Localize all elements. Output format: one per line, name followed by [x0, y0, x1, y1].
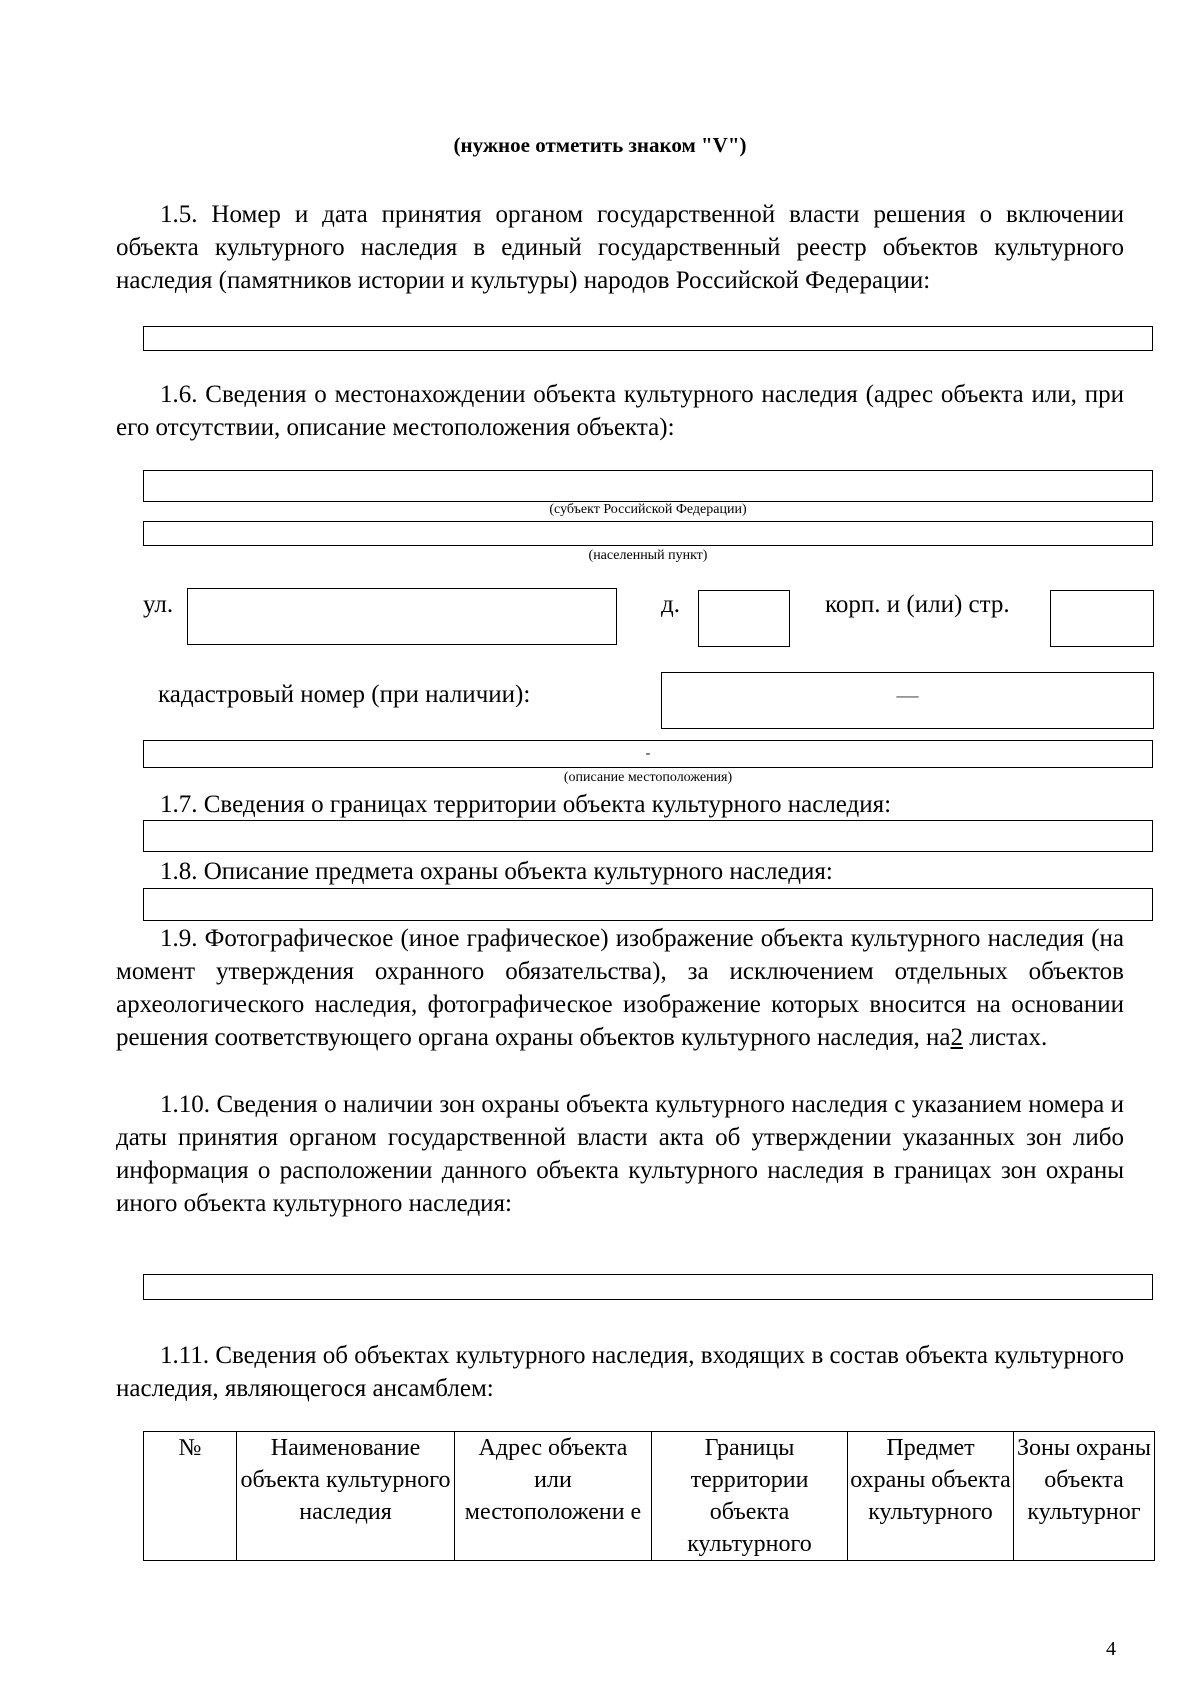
section-1-7-text: 1.7. Сведения о границах территории объекта культурного наследия: [160, 791, 892, 818]
building-field[interactable] [1050, 590, 1154, 647]
section-1-11-text: 1.11. Сведения об объектах культурного наследия, входящих в состав объекта культурного наследия, являющегося ансамблем: [116, 1342, 1124, 1402]
locality-caption: (населенный пункт) [588, 548, 708, 563]
col-address: Адрес объекта или местоположени е [455, 1432, 652, 1561]
location-caption: (описание местоположения) [563, 770, 733, 785]
section-1-10 [116, 1088, 1124, 1220]
section-1-11 [116, 1339, 1124, 1405]
locality-field[interactable] [143, 521, 1153, 546]
section-1-8-text: 1.8. Описание предмета охраны объекта культурного наследия: [160, 858, 833, 885]
location-description-value: - [645, 746, 651, 761]
location-description-field[interactable] [143, 740, 1153, 768]
protection-subject-field[interactable] [143, 888, 1153, 921]
section-1-6 [116, 378, 1124, 444]
section-1-6-text: 1.6. Сведения о местонахождении объекта культурного наследия (адрес объекта или, при его отсутствии, описание местоположения объекта): [116, 381, 1124, 441]
house-field[interactable] [698, 590, 790, 647]
subject-caption: (субъект Российской Федерации) [549, 502, 747, 517]
street-label: ул. [143, 591, 174, 618]
house-label: д. [661, 591, 680, 618]
territory-boundaries-field[interactable] [143, 820, 1153, 852]
sheets-suffix: листах. [969, 1024, 1048, 1051]
col-object-name: Наименование объекта культурного наследия [237, 1432, 455, 1561]
col-territory: Границы территории объекта культурного [652, 1432, 848, 1561]
street-field[interactable] [187, 588, 617, 645]
page-number: 4 [1106, 1638, 1116, 1660]
section-1-9-text: 1.9. Фотографическое (иное графическое) изображение объекта культурного наследия (на момент утверждения охранного обязательства), за исключением отдельных объектов археологического наследия, фотографическое изображение которых вносится на основании решения соответствующего органа охраны объектов культурного наследия, на [116, 925, 1124, 1051]
protection-zones-field[interactable] [143, 1274, 1153, 1300]
section-1-7 [116, 788, 1124, 821]
section-1-8 [116, 855, 1124, 888]
col-protection-subject: Предмет охраны объекта культурного [848, 1432, 1014, 1561]
building-label: корп. и (или) стр. [825, 591, 1010, 618]
table-header-row [144, 1432, 1155, 1561]
cadastral-value: — [896, 682, 919, 707]
section-1-9 [116, 922, 1124, 1054]
section-1-5-text: 1.5. Номер и дата принятия органом государственной власти решения о включении объекта культурного наследия в единый государственный реестр объектов культурного наследия (памятников истории и культуры) народов Российской Федерации: [116, 201, 1124, 294]
cadastral-label: кадастровый номер (при наличии): [158, 681, 531, 708]
cadastral-field[interactable] [661, 672, 1154, 729]
subject-field[interactable] [143, 470, 1153, 502]
col-protection-zones: Зоны охраны объекта культурног [1014, 1432, 1155, 1561]
instruction-heading: (нужное отметить знаком "V") [453, 133, 747, 157]
section-1-5 [116, 198, 1124, 297]
ensemble-objects-table [143, 1431, 1155, 1561]
sheets-count: 2 [950, 1024, 963, 1051]
registry-decision-field[interactable] [143, 326, 1153, 351]
section-1-10-text: 1.10. Сведения о наличии зон охраны объекта культурного наследия с указанием номера и даты принятия органом государственной власти акта об утверждении указанных зон либо информация о расположении данного объекта культурного наследия в границах зон охраны иного объекта культурного наследия: [116, 1091, 1124, 1217]
col-number: № [144, 1432, 237, 1561]
